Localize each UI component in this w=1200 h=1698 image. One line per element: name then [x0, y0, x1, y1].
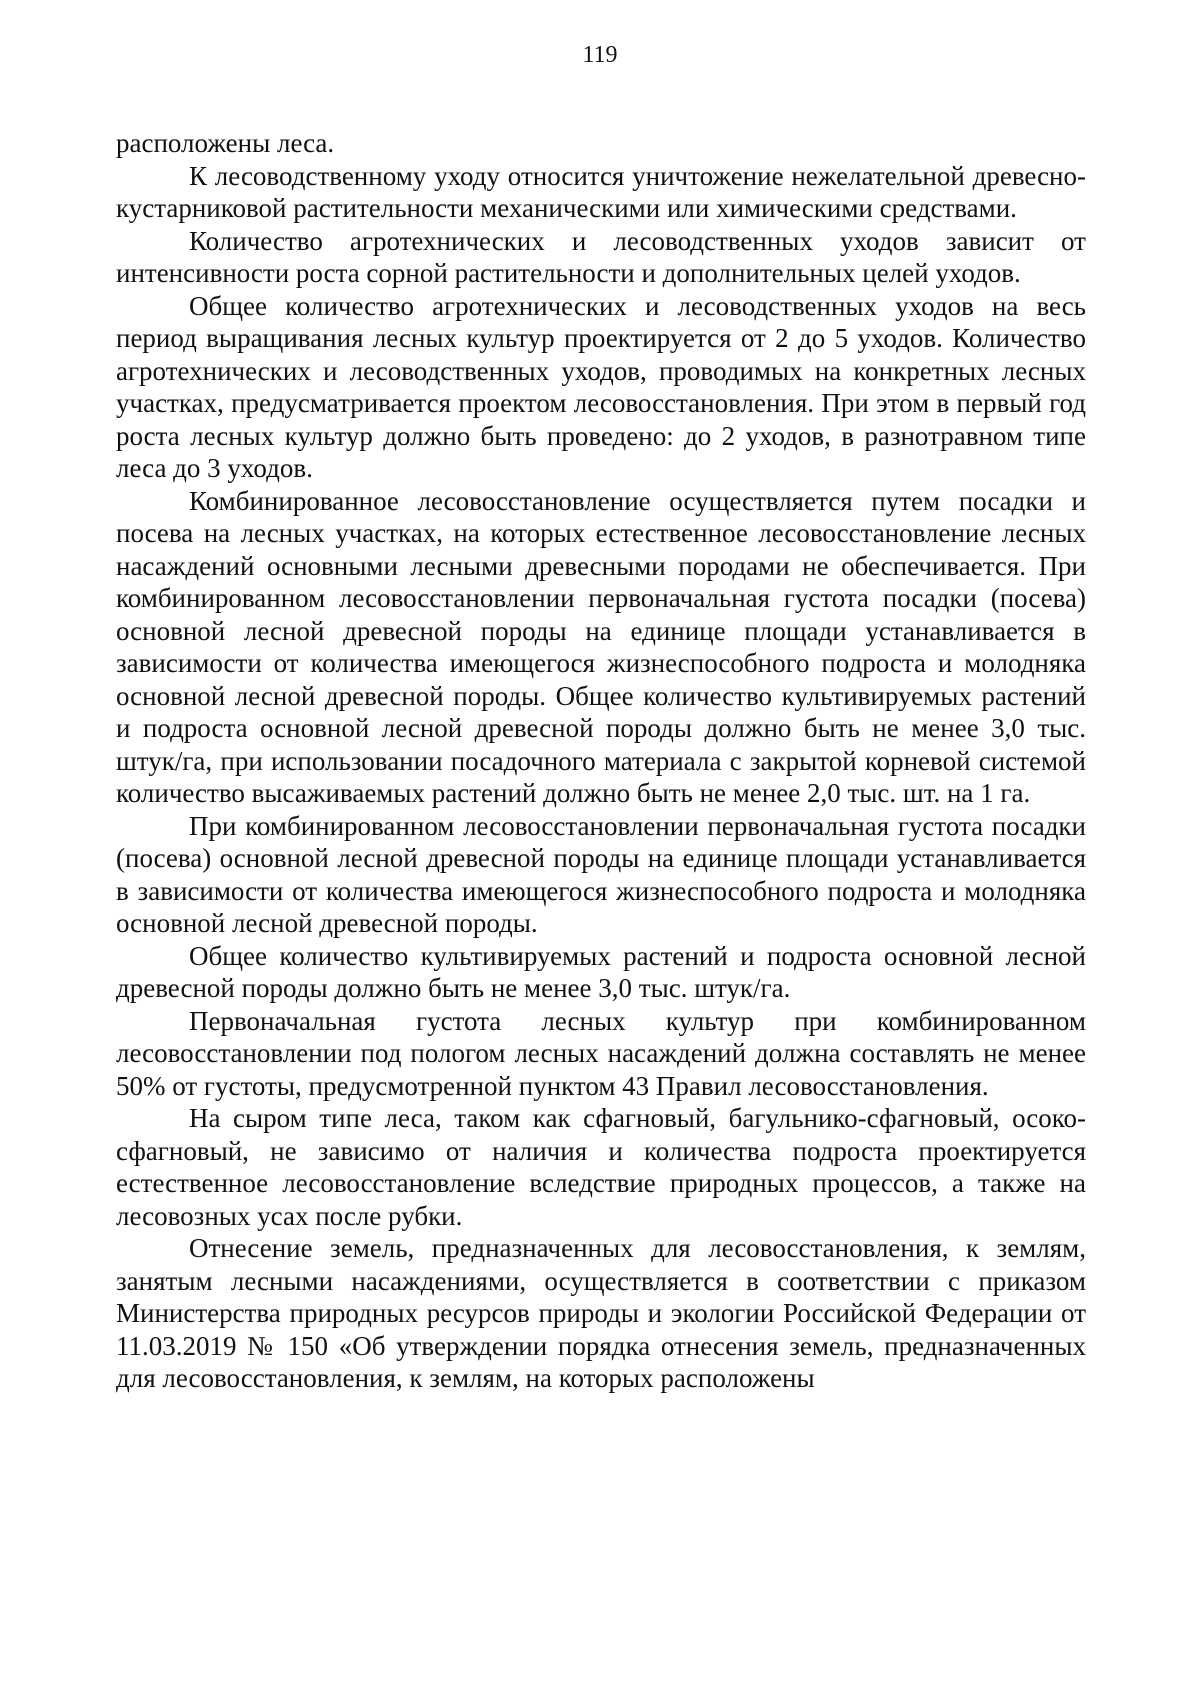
- paragraph: На сыром типе леса, таком как сфагновый, багульнико-сфагновый, осоко-сфагновый, не зависимо от наличия и количества подроста проектируется естественное лесовосстановление вследствие природных процессов, а также на лесовозных усах после рубки.: [116, 1103, 1086, 1231]
- paragraph-continuation: расположены леса.: [116, 128, 335, 158]
- paragraph: К лесоводственному уходу относится уничтожение нежелательной древесно-кустарниковой растительности механическими или химическими средствами.: [116, 160, 1086, 223]
- paragraph: Первоначальная густота лесных культур при комбинированном лесовосстановлении под пологом лесных насаждений должна составлять не менее 50% от густоты, предусмотренной пунктом 43 Правил лесовосстановления.: [116, 1005, 1086, 1101]
- paragraph: Количество агротехнических и лесоводственных уходов зависит от интенсивности роста сорной растительности и дополнительных целей уходов.: [116, 225, 1086, 288]
- paragraph: Комбинированное лесовосстановление осуществляется путем посадки и посева на лесных участках, на которых естественное лесовосстановление лесных насаждений основными лесными древесными породами не обеспечивается. При комбинированном лесовосстановлении первоначальная густота посадки (посева) основной лесной древесной породы на единице площади устанавливается в зависимости от количества имеющегося жизнеспособного подроста и молодняка основной лесной древесной породы. Общее количество культивируемых растений и подроста основной лесной древесной породы должно быть не менее 3,0 тыс. штук/га, при использовании посадочного материала с закрытой корневой системой количество высаживаемых растений должно быть не менее 2,0 тыс. шт. на 1 га.: [116, 485, 1086, 808]
- page-number: 119: [582, 42, 618, 68]
- paragraph: При комбинированном лесовосстановлении первоначальная густота посадки (посева) основной лесной древесной породы на единице площади устанавливается в зависимости от количества имеющегося жизнеспособного подроста и молодняка основной лесной древесной породы.: [116, 810, 1086, 938]
- document-body: [116, 127, 1086, 1395]
- paragraph: Общее количество агротехнических и лесоводственных уходов на весь период выращивания лесных культур проектируется от 2 до 5 уходов. Количество агротехнических и лесоводственных уходов, проводимых на конкретных лесных участках, предусматривается проектом лесовосстановления. При этом в первый год роста лесных культур должно быть проведено: до 2 уходов, в разнотравном типе леса до 3 уходов.: [116, 290, 1086, 483]
- paragraph: Общее количество культивируемых растений и подроста основной лесной древесной породы должно быть не менее 3,0 тыс. штук/га.: [116, 940, 1086, 1003]
- paragraph: Отнесение земель, предназначенных для лесовосстановления, к землям, занятым лесными насаждениями, осуществляется в соответствии с приказом Министерства природных ресурсов природы и экологии Российской Федерации от 11.03.2019 № 150 «Об утверждении порядка отнесения земель, предназначенных для лесовосстановления, к землям, на которых расположены: [116, 1233, 1086, 1393]
